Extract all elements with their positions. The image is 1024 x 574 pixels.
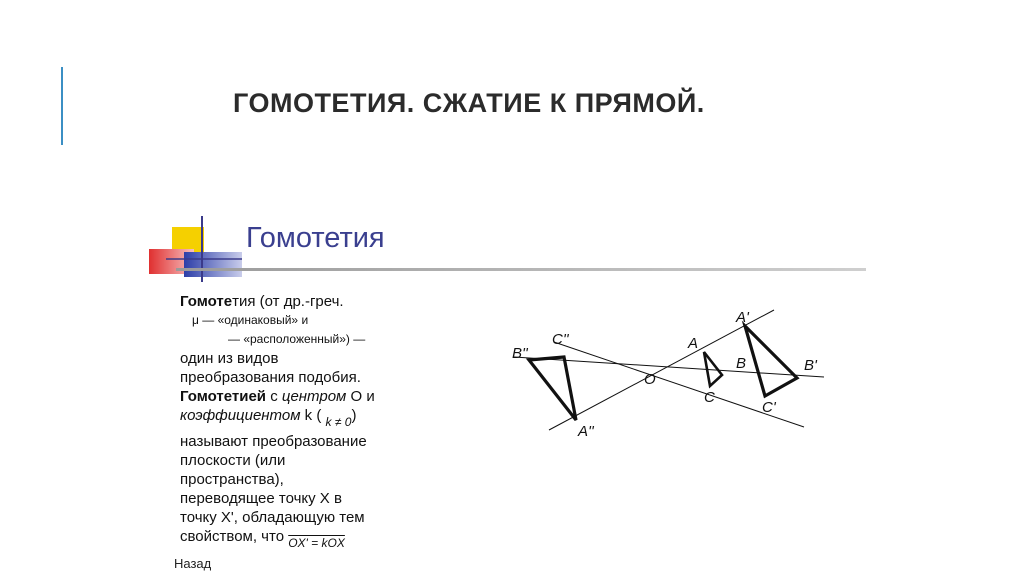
inner-slide-image: [146, 212, 866, 574]
def-formula: OX' = kOX: [288, 536, 345, 550]
def-coef: коэффициентом: [180, 407, 301, 424]
def-line2: μ — «одинаковый» и: [192, 313, 309, 327]
def-line3: — «расположенный») —: [228, 332, 366, 346]
def-line6-mid: с: [266, 388, 282, 405]
def-line11: переводящее точку X в: [180, 490, 342, 507]
homothety-figure: [504, 302, 834, 452]
def-condition: k ≠ 0: [325, 415, 352, 429]
def-term: Гомоте: [180, 293, 233, 310]
accent-line: [61, 67, 63, 145]
def-line1: тия (от др.-греч.: [232, 293, 344, 310]
triangle-large: [745, 326, 797, 396]
divider: [176, 268, 866, 271]
label-a2: A'': [578, 423, 594, 440]
label-b2: B'': [512, 345, 528, 362]
back-link[interactable]: Назад: [174, 556, 212, 571]
def-center: центром: [281, 388, 347, 405]
def-line13: свойством, что: [180, 528, 285, 545]
label-c2: C'': [552, 331, 569, 348]
def-line10: пространства),: [180, 471, 284, 488]
triangle-small: [704, 352, 722, 386]
slide-title: ГОМОТЕТИЯ. СЖАТИЕ К ПРЯМОЙ.: [233, 88, 705, 118]
definition-text: Гомотетия (от др.-греч. μ — «одинаковый» и — «расположенный») — один из видов преобразования подобия. Гомотетией с центром O и коэффициентом k ( $_{k \ne 0}$) называют преобразование плоскости (или пространства), переводящее точку X в точку X', обладающую тем свойством, что $_{OX' = kOX}$: [180, 292, 445, 553]
label-a1: A': [736, 309, 749, 326]
label-b: B: [736, 355, 747, 372]
def-line6-tail: O и: [346, 388, 375, 405]
label-a: A: [688, 335, 699, 352]
inner-heading: Гомотетия: [246, 222, 385, 254]
label-o: O: [644, 371, 656, 388]
label-c1: C': [762, 399, 776, 416]
def-line12: точку X', обладающую тем: [180, 509, 365, 526]
def-line7-tail: k (: [300, 407, 322, 424]
label-c: C: [704, 389, 715, 406]
def-term2: Гомотетией: [180, 388, 267, 405]
logo-squares: [146, 212, 246, 282]
label-b1: B': [804, 357, 817, 374]
def-line8: называют преобразование: [180, 433, 367, 450]
triangle-left: [529, 357, 576, 420]
def-line9: плоскости (или: [180, 452, 286, 469]
def-line4: один из видов: [180, 350, 279, 367]
def-line5: преобразования подобия.: [180, 369, 361, 386]
